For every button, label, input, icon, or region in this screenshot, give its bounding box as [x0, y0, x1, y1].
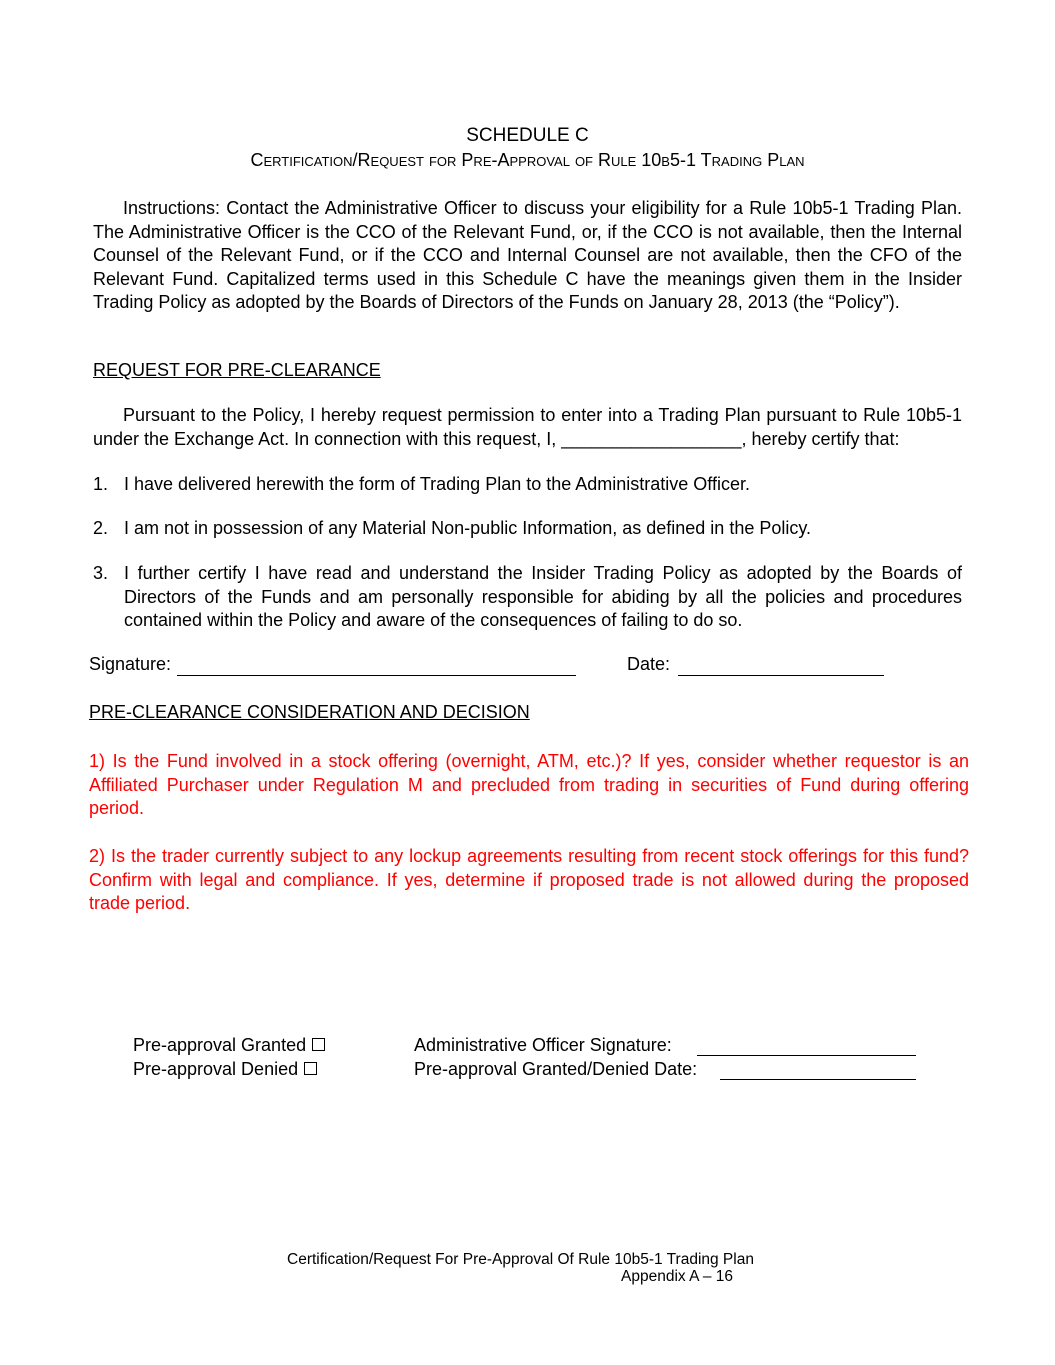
instructions-text: Instructions: Contact the Administrative Officer to discuss your eligibility for a Rule 10b5-1 Trading Plan. The Administrative Officer is the CCO of the Relevant Fund, or, if the CCO is not available, then the Internal Counsel of the Relevant Fund, or if the CCO and Internal Counsel are not available, then the CFO of the Relevant Fund. Capitalized terms used in this Schedule C have the meanings given them in the Insider Trading Policy as adopted by the Boards of Directors of the Funds on January 28, 2013 (the “Policy”). [93, 198, 962, 312]
item-number: 3. [93, 563, 109, 583]
page-subtitle: Certification/Request for Pre-Approval of Rule 10b5-1 Trading Plan [250, 150, 805, 170]
date-line[interactable] [678, 675, 884, 676]
item-text: I further certify I have read and understand the Insider Trading Policy as adopted by the Boards of Directors of the Funds and am personally responsible for abiding by all the policies and procedures contained within the Policy and aware of the consequences of failing to do so. [124, 563, 962, 630]
admin-signature-line[interactable] [697, 1055, 916, 1056]
item-number: 2. [93, 518, 109, 538]
pursuant-text: Pursuant to the Policy, I hereby request permission to enter into a Trading Plan pursuant to Rule 10b5-1 under the Exchange Act. In connection with this request, I, __________________, hereby certify that: [93, 405, 962, 449]
pre-approval-denied-row [133, 1059, 317, 1080]
item-number: 1. [93, 474, 109, 494]
granted-label: Pre-approval Granted [133, 1035, 307, 1055]
pre-approval-granted-row [133, 1035, 325, 1056]
admin-date-line[interactable] [720, 1079, 916, 1080]
granted-checkbox[interactable] [312, 1038, 325, 1051]
item-text: I have delivered herewith the form of Trading Plan to the Administrative Officer. [124, 474, 750, 494]
pursuant-paragraph [93, 404, 962, 451]
consideration-section-heading: PRE-CLEARANCE CONSIDERATION AND DECISION [89, 702, 530, 722]
instructions-paragraph [93, 197, 962, 315]
admin-signature-label: Administrative Officer Signature: [414, 1035, 672, 1055]
signature-label: Signature: [89, 654, 172, 674]
consideration-question-1: 1) Is the Fund involved in a stock offering (overnight, ATM, etc.)? If yes, consider whether requestor is an Affiliated Purchaser under Regulation M and precluded from trading in securities of Fund during offering period. [89, 751, 969, 818]
signature-line[interactable] [177, 675, 576, 676]
item-text: I am not in possession of any Material Non-public Information, as defined in the Policy. [124, 518, 812, 538]
page-title: SCHEDULE C [466, 125, 589, 146]
footer-title: Certification/Request For Pre-Approval Of Rule 10b5-1 Trading Plan [287, 1251, 754, 1268]
consideration-question-2: 2) Is the trader currently subject to any lockup agreements resulting from recent stock offerings for this fund? Confirm with legal and compliance. If yes, determine if proposed trade is not allowed during the proposed trade period. [89, 846, 969, 913]
admin-date-label: Pre-approval Granted/Denied Date: [414, 1059, 698, 1079]
denied-checkbox[interactable] [304, 1062, 317, 1075]
footer-page-number: Appendix A – 16 [621, 1268, 734, 1285]
date-label: Date: [627, 654, 671, 674]
denied-label: Pre-approval Denied [133, 1059, 299, 1079]
request-section-heading: REQUEST FOR PRE-CLEARANCE [93, 360, 381, 380]
